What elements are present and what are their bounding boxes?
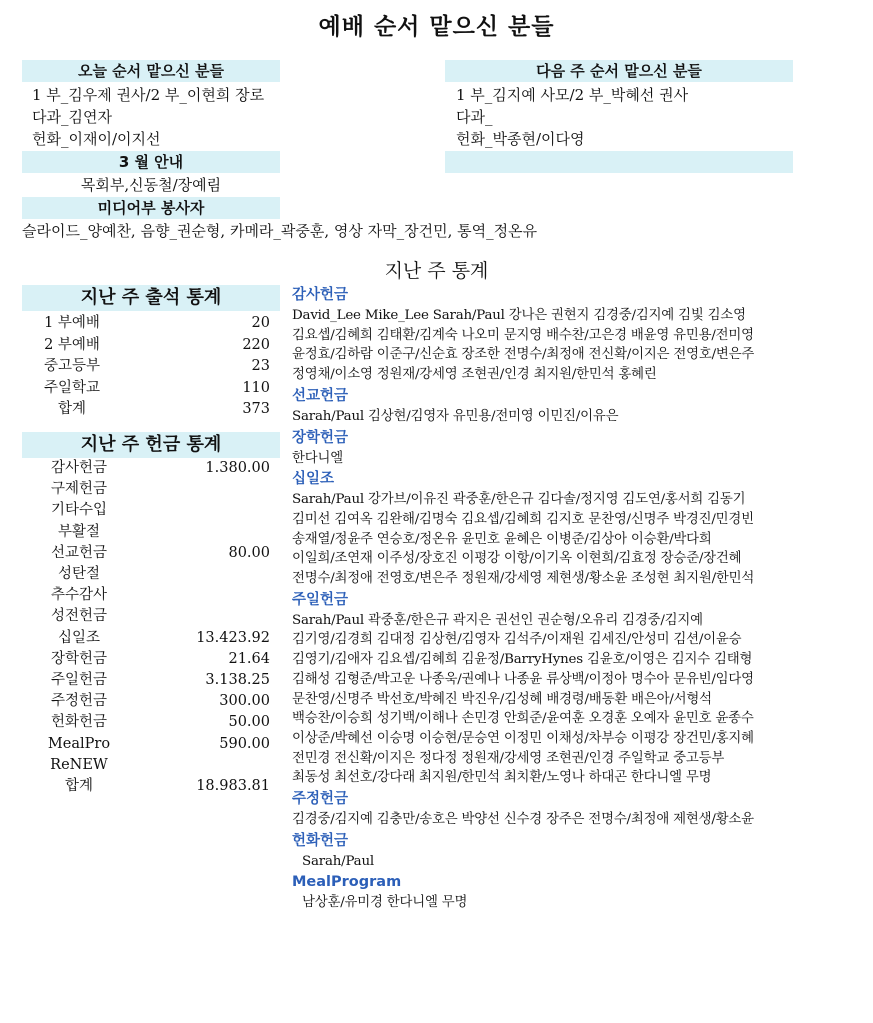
next-week-empty-band <box>445 151 793 173</box>
today-line-3: 헌화_이재이/이지선 <box>32 130 161 148</box>
offering-row <box>22 628 276 649</box>
giver-line: 이상준/박혜선 이승명 이승현/문승연 이정민 이채성/차부승 이평강 장건민/홍지혜 <box>292 730 754 746</box>
offering-value: 300.00 <box>219 693 270 710</box>
offering-row <box>22 500 276 521</box>
giver-line: 최동성 최선호/강다래 최지원/한민석 최치환/노영나 하대곤 한다니엘 무명 <box>292 770 712 786</box>
offering-row <box>22 649 276 670</box>
offering-label: 선교헌금 <box>50 544 108 561</box>
attendance-label: 2 부예배 <box>44 336 100 353</box>
giver-line: 송재열/정윤주 연승호/정온유 윤민호 윤혜은 이병준/김상아 이승환/박다희 <box>292 531 712 547</box>
stats-title: 지난 주 통계 <box>384 260 489 282</box>
giver-group-heading: 십일조 <box>292 471 335 488</box>
attendance-row <box>22 313 276 334</box>
offering-label: 감사헌금 <box>50 460 108 476</box>
offering-row <box>22 585 276 606</box>
offering-value: 1.380.00 <box>205 460 270 476</box>
next-week-line-3: 헌화_박종현/이다영 <box>456 130 585 148</box>
attendance-value: 220 <box>242 336 270 353</box>
attendance-heading: 지난 주 출석 통계 <box>22 285 280 311</box>
giver-line: 한다니엘 <box>292 450 343 466</box>
giver-line: 김해성 김형준/박고운 나종욱/권예나 나종윤 류상백/이정아 명수아 문유빈/임다영 <box>292 671 754 687</box>
attendance-section <box>22 285 280 423</box>
giver-line: 김경중/김지예 김충만/송호은 박양선 신수경 장주은 전명수/최정애 제현생/황소윤 <box>292 812 754 828</box>
giver-group-heading: 주정헌금 <box>292 791 349 808</box>
offering-value: 590.00 <box>219 735 270 752</box>
offering-table <box>22 458 280 798</box>
today-line-2: 다과_김연자 <box>32 108 112 126</box>
attendance-row <box>22 399 276 420</box>
offering-label: 주일헌금 <box>50 672 108 688</box>
offering-value: 18.983.81 <box>196 778 270 794</box>
offering-row <box>22 776 276 797</box>
attendance-row <box>22 378 276 399</box>
offering-row <box>22 755 276 776</box>
offering-label: 십일조 <box>57 629 101 646</box>
giver-line: 김기영/김경희 김대정 김상현/김영자 김석주/이재원 김세진/안성미 김션/이윤승 <box>292 632 742 648</box>
offering-label: 추수감사 <box>50 587 108 604</box>
giver-line: Sarah/Paul <box>302 853 374 869</box>
offering-label: 구제헌금 <box>50 481 108 498</box>
giver-line: 정영채/이소영 정원재/강세영 조현권/인경 최지원/한민석 홍혜린 <box>292 367 657 383</box>
giver-line: 남상훈/유미경 한다니엘 무명 <box>302 895 468 911</box>
attendance-value: 20 <box>251 315 270 331</box>
offering-label: 성탄절 <box>57 566 101 582</box>
offering-value: 80.00 <box>228 544 270 561</box>
giver-line: 김요셉/김혜희 김태환/김계숙 나오미 문지영 배수찬/고은경 배윤영 유민용/전미영 <box>292 327 754 343</box>
givers-list <box>292 284 852 913</box>
giver-line: 전민경 전신확/이지은 정다정 정원재/강세영 조현권/인경 주일학교 중고등부 <box>292 750 725 766</box>
next-week-heading: 다음 주 순서 맡으신 분들 <box>445 60 793 82</box>
offering-row <box>22 564 276 585</box>
offering-label: 주정헌금 <box>50 693 108 710</box>
attendance-table <box>22 313 280 423</box>
attendance-value: 373 <box>242 401 270 417</box>
attendance-row <box>22 335 276 356</box>
offering-value: 21.64 <box>228 650 270 667</box>
offering-row <box>22 734 276 755</box>
giver-line: Sarah/Paul 강가브/이유진 곽중훈/한은규 김다솔/정지영 김도연/홍서희 김동기 <box>292 492 746 508</box>
giver-line: Sarah/Paul 김상현/김영자 유민용/전미영 이민진/이유은 <box>292 408 619 424</box>
giver-line: 이일희/조연재 이주성/장호진 이평강 이항/이기옥 이현희/김효정 장승준/장건혜 <box>292 551 742 567</box>
offering-label: 부활절 <box>57 523 101 540</box>
giver-group-heading: MealProgram <box>292 874 402 891</box>
attendance-value: 110 <box>242 379 270 396</box>
attendance-label: 1 부예배 <box>44 315 100 331</box>
next-week-line-2: 다과_ <box>456 108 493 126</box>
offering-value: 50.00 <box>228 714 270 731</box>
page-title: 예배 순서 맡으신 분들 <box>318 14 555 40</box>
offering-row <box>22 522 276 543</box>
offering-row <box>22 458 276 479</box>
giver-line: 김미선 김여옥 김완해/김명숙 김요셉/김혜희 김지호 문찬영/신명주 박경진/민경빈 <box>292 511 754 527</box>
giver-line: Sarah/Paul 곽중훈/한은규 곽지은 권선인 권순형/오유리 김경중/김지예 <box>292 612 703 628</box>
march-line: 목회부,신동철/장예림 <box>80 176 222 194</box>
offering-value: 3.138.25 <box>205 672 270 688</box>
attendance-row <box>22 356 276 377</box>
offering-label: MealPro <box>47 735 111 752</box>
offering-label: 장학헌금 <box>50 650 108 667</box>
offering-label: 헌화헌금 <box>50 714 108 731</box>
offering-row <box>22 479 276 500</box>
next-week-line-1: 1 부_김지예 사모/2 부_박혜선 권사 <box>456 86 689 104</box>
giver-line: 전명수/최정애 전영호/변은주 정원재/강세영 제현생/황소윤 조성현 최지원/한민석 <box>292 571 755 587</box>
attendance-label: 주일학교 <box>43 379 101 396</box>
march-heading: 3 월 안내 <box>22 151 280 173</box>
offering-label: 성전헌금 <box>50 608 108 625</box>
giver-group-heading: 감사헌금 <box>292 287 349 303</box>
giver-line: 문찬영/신명주 박선호/박혜진 박진우/김성혜 배경령/배동환 배은아/서형석 <box>292 691 712 707</box>
giver-line: David_Lee Mike_Lee Sarah/Paul 강나은 권현지 김경중/김지예 김빛 김소영 <box>292 308 746 323</box>
attendance-value: 23 <box>251 358 270 374</box>
attendance-label: 중고등부 <box>43 358 101 374</box>
offering-label: 합계 <box>64 778 93 794</box>
offering-heading: 지난 주 헌금 통계 <box>22 432 280 458</box>
offering-label: 기타수입 <box>50 502 108 519</box>
media-line: 슬라이드_양예찬, 음향_권순형, 카메라_곽중훈, 영상 자막_장건민, 통역_정온유 <box>22 222 538 240</box>
giver-group-heading: 장학헌금 <box>292 429 349 446</box>
giver-group-heading: 주일헌금 <box>292 591 349 608</box>
offering-row <box>22 606 276 627</box>
media-heading: 미디어부 봉사자 <box>22 197 280 219</box>
attendance-label: 합계 <box>57 401 86 417</box>
giver-line: 김영기/김애자 김요셉/김혜희 김윤정/BarryHynes 김윤호/이영은 김지수 김태형 <box>292 652 753 668</box>
offering-value: 13.423.92 <box>196 629 270 646</box>
today-heading: 오늘 순서 맡으신 분들 <box>22 60 280 82</box>
giver-line: 백승찬/이승희 성기백/이해나 손민경 안희준/윤여훈 오경훈 오예자 윤민호 윤종수 <box>292 711 754 727</box>
offering-row <box>22 543 276 564</box>
giver-group-heading: 선교헌금 <box>292 387 349 404</box>
today-line-1: 1 부_김우제 권사/2 부_이현희 장로 <box>32 86 265 104</box>
offering-row <box>22 670 276 691</box>
offering-section <box>22 432 280 798</box>
giver-line: 윤정효/김하람 이준구/신순효 장조한 전명수/최정애 전신확/이지은 전영호/변은주 <box>292 347 755 363</box>
offering-row <box>22 712 276 733</box>
giver-group-heading: 헌화헌금 <box>292 832 349 849</box>
offering-label: ReNEW <box>50 756 108 773</box>
offering-row <box>22 691 276 712</box>
